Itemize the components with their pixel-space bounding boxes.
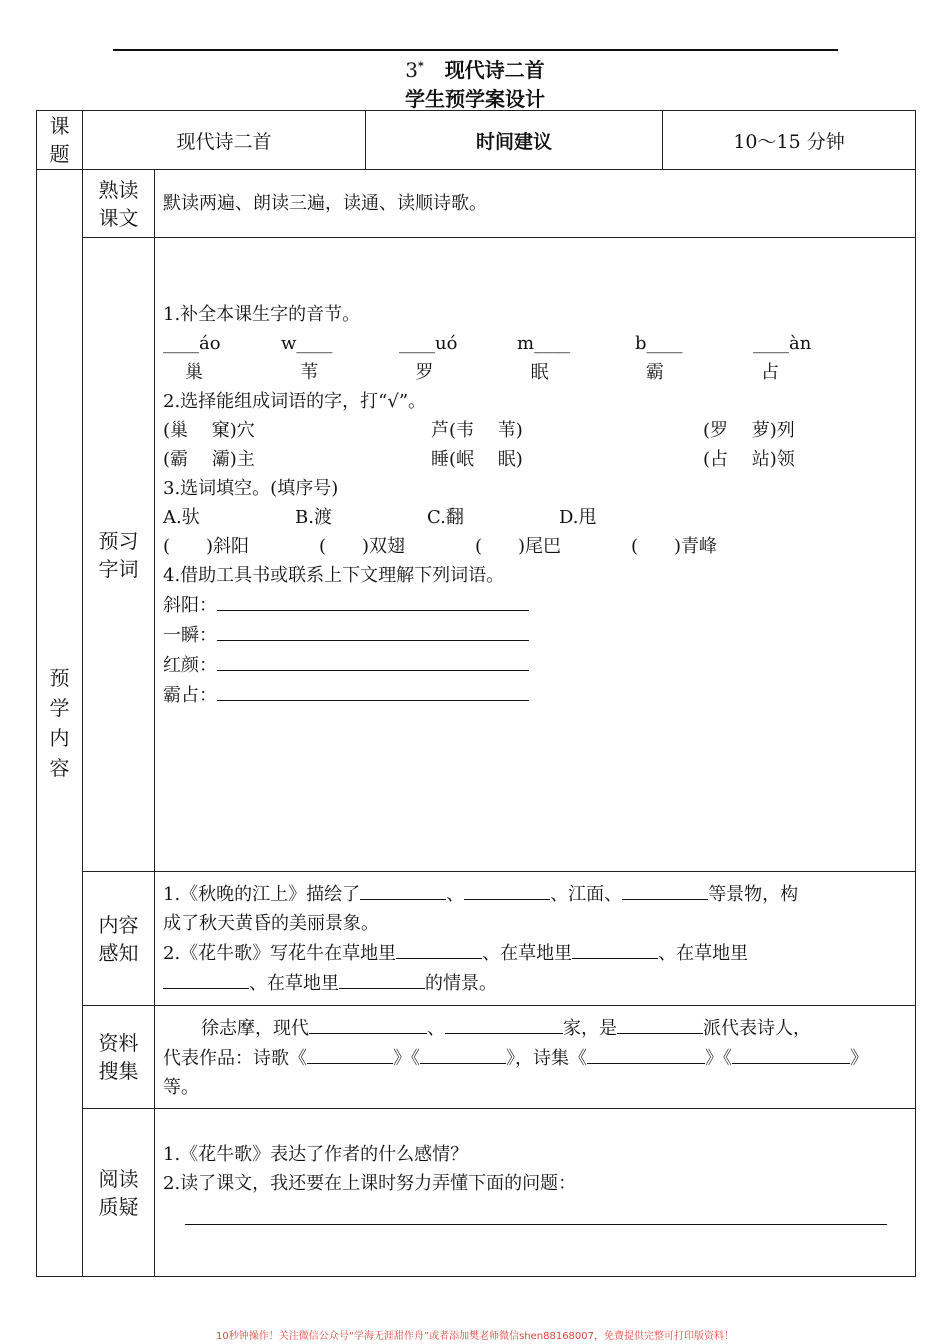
choice-item: (罗 萝)列 [703,419,795,441]
topic-value: 现代诗二首 [83,111,366,170]
answer-blank[interactable] [445,1013,563,1034]
header-rule [113,49,838,51]
yuxi-label: 预习 字词 [83,238,155,872]
word-line: 红颜： [163,650,907,680]
answer-blank[interactable] [617,1013,703,1034]
section-shudu [37,170,916,238]
pinyin-item: ____àn [753,332,812,354]
ziliao-label: 资料 搜集 [83,1006,155,1109]
shudu-label: 熟读 课文 [83,170,155,238]
yuedu-q2: 2.读了课文，我还要在上课时努力弄懂下面的问题： [163,1173,577,1194]
answer-blank[interactable] [309,1013,427,1034]
yuxi-q4: 4.借助工具书或联系上下文理解下列词语。 [163,564,505,586]
section-yuxi [37,238,916,872]
option-item: D.甩 [559,506,597,528]
pinyin-item: b____ [635,332,683,354]
answer-blank[interactable] [360,879,446,900]
yuxi-q3: 3.选词填空。(填序号) [163,477,339,499]
ziliao-content [155,1006,916,1109]
ziliao-line: 代表作品：诗歌《 》《 》，诗集《 》《 》 [163,1043,907,1073]
answer-blank[interactable] [622,879,708,900]
pinyin-item: w____ [281,332,333,354]
q2-row [163,416,907,445]
answer-blank[interactable] [217,590,529,611]
answer-blank[interactable] [217,680,529,701]
fill-item: ( )青峰 [631,535,718,557]
answer-line[interactable] [185,1206,887,1225]
answer-blank[interactable] [587,1043,705,1064]
section-yuedu [37,1109,916,1277]
yuxi-content [155,238,916,872]
char-item: 眠 [530,361,549,383]
q2-row [163,445,907,474]
footer-note: 10秒钟操作！关注微信公众号“学海无涯甜作舟”或者添加樊老师微信shen88168007，免费提供完整可打印版资料！ [215,1331,735,1342]
pinyin-item: ____uó [399,332,458,354]
ganzhi-label: 内容 感知 [83,872,155,1006]
ganzhi-line: 1.《秋晚的江上》描绘了 、 、江面、 等景物，构 [163,879,907,909]
section-ziliao [37,1006,916,1109]
ziliao-line: 徐志摩，现代 、 家，是 派代表诗人， [163,1013,907,1043]
q3-blanks [163,532,907,561]
answer-blank[interactable] [464,879,550,900]
choice-item: 芦(韦 苇) [431,419,523,441]
choice-item: (巢 窠)穴 [163,419,255,441]
info-row [37,111,916,170]
answer-blank[interactable] [217,650,529,671]
yuedu-content [155,1109,916,1277]
side-label: 预 学 内 容 [37,170,83,1277]
fill-item: ( )斜阳 [163,535,250,557]
char-item: 霸 [645,361,664,383]
pinyin-row [163,329,907,358]
q3-options [163,503,907,532]
answer-blank[interactable] [163,968,249,989]
pinyin-item: m____ [517,332,571,354]
char-item: 苇 [300,361,319,383]
yuedu-label: 阅读 质疑 [83,1109,155,1277]
choice-item: (霸 灞)主 [163,448,255,470]
worksheet-table [36,110,916,1277]
option-item: C.翻 [427,506,464,528]
page-subtitle: 学生预学案设计 [405,87,545,111]
yuxi-q2: 2.选择能组成词语的字，打“√”。 [163,390,427,412]
word-line: 斜阳： [163,590,907,620]
time-value: 10～15 分钟 [663,111,916,170]
lesson-title: 3* 现代诗二首 [405,58,545,82]
answer-blank[interactable] [339,968,425,989]
answer-blank[interactable] [732,1043,850,1064]
section-ganzhi [37,872,916,1006]
char-item: 巢 [185,361,203,383]
choice-item: 睡(岷 眠) [431,448,523,470]
answer-blank[interactable] [572,938,658,959]
time-label: 时间建议 [366,111,663,170]
choice-item: (占 站)领 [703,448,795,470]
answer-blank[interactable] [396,938,482,959]
yuedu-q1: 1.《花牛歌》表达了作者的什么感情？ [163,1144,469,1165]
option-item: B.渡 [295,506,332,528]
ganzhi-line: 、在草地里 的情景。 [163,968,907,998]
yuxi-q1: 1.补全本课生字的音节。 [163,303,361,325]
ganzhi-line: 2.《花牛歌》写花牛在草地里 、在草地里 、在草地里 [163,938,907,968]
option-item: A.驮 [163,506,200,528]
answer-blank[interactable] [420,1043,506,1064]
topic-label: 课 题 [37,111,83,170]
char-item: 占 [761,361,780,383]
ziliao-line: 等。 [163,1076,199,1098]
fill-item: ( )双翅 [319,535,406,557]
word-line: 一瞬： [163,620,907,650]
fill-item: ( )尾巴 [475,535,562,557]
pinyin-item: ____áo [163,332,221,354]
answer-blank[interactable] [307,1043,393,1064]
word-line: 霸占： [163,680,907,710]
char-item: 罗 [415,361,434,383]
ganzhi-content [155,872,916,1006]
answer-blank[interactable] [217,620,529,641]
char-row [163,358,907,387]
ganzhi-line: 成了秋天黄昏的美丽景象。 [163,913,379,934]
shudu-text: 默读两遍、朗读三遍，读通、读顺诗歌。 [155,170,916,238]
